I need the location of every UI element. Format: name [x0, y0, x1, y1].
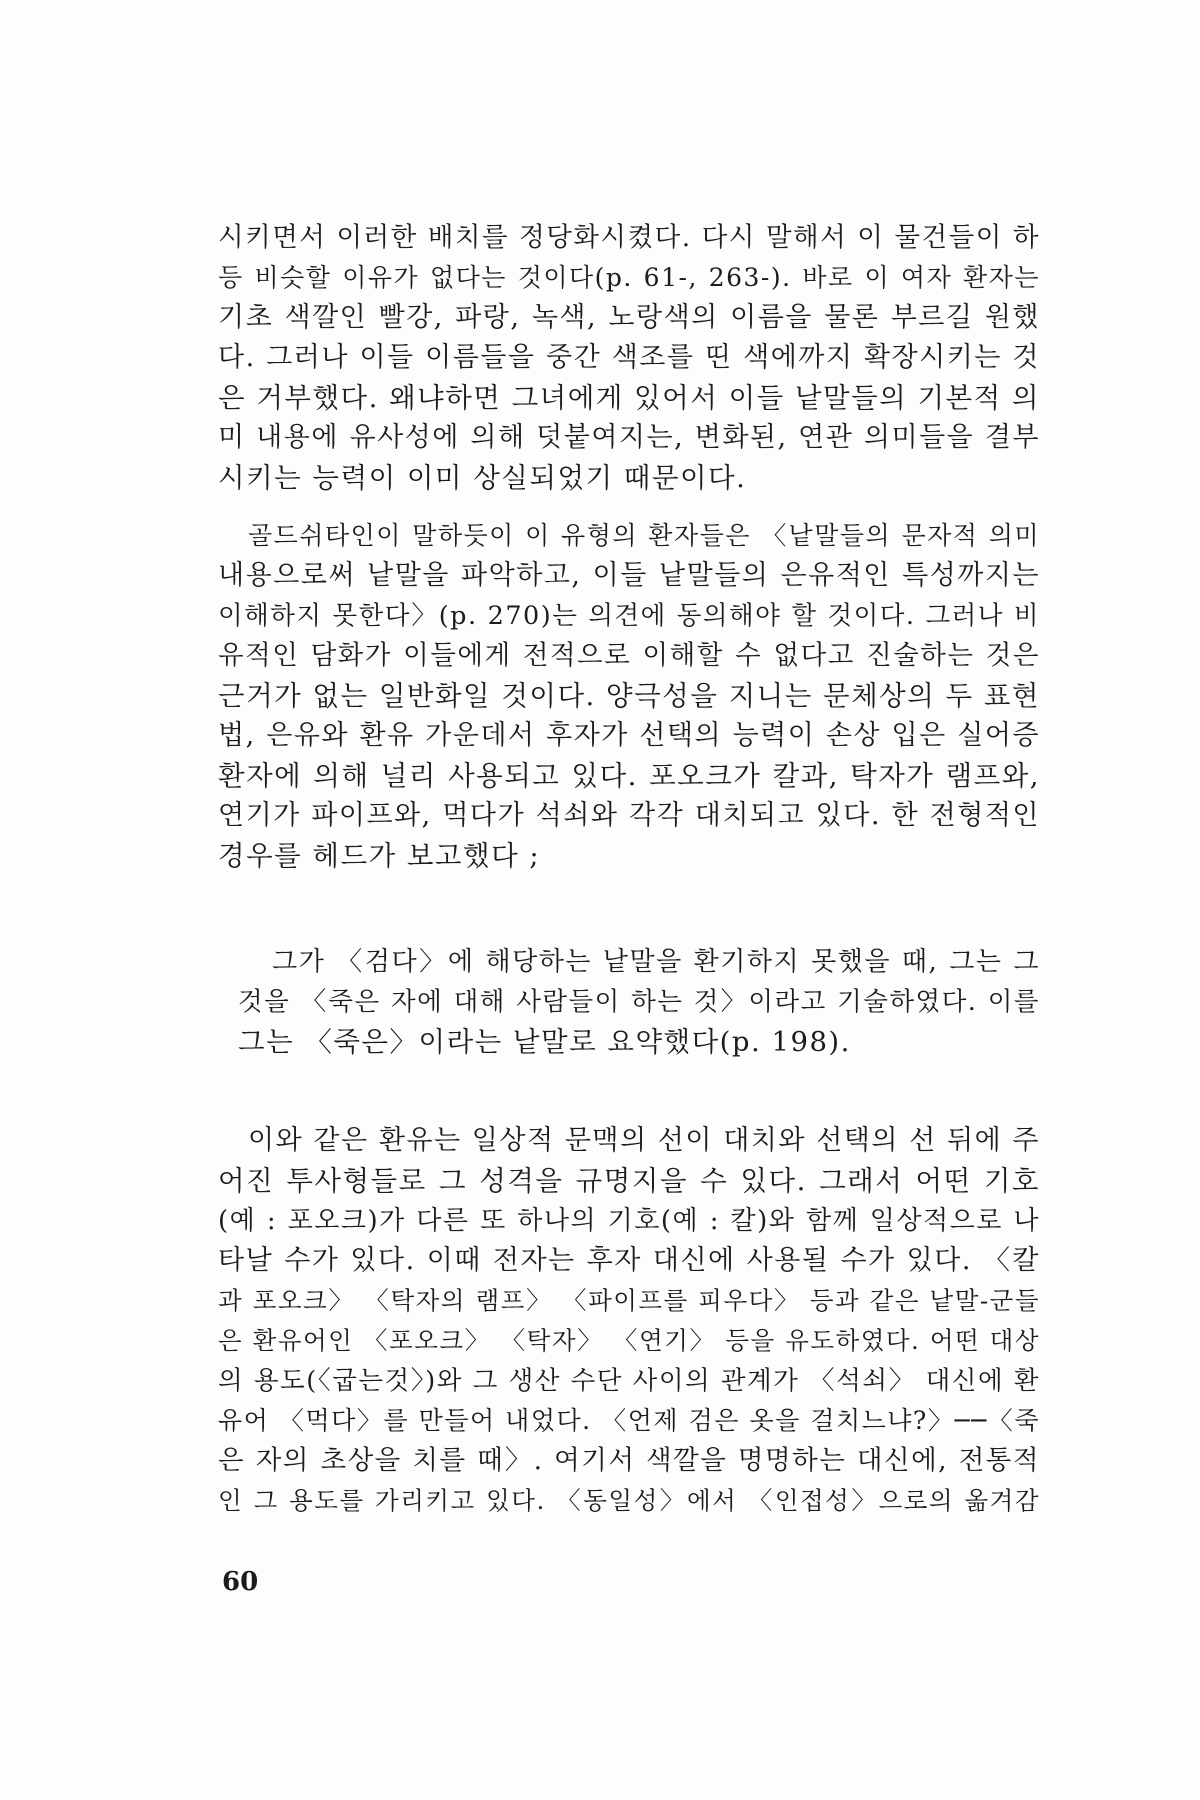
- text-line: 시키면서 이러한 배치를 정당화시켰다. 다시 말해서 이 물건들이 하: [218, 222, 1040, 253]
- text-line: 내용으로써 낱말을 파악하고, 이들 낱말들의 은유적인 특성까지는: [218, 560, 1040, 591]
- text-line: 유어 〈먹다〉를 만들어 내었다. 〈언제 검은 옷을 걸치느냐?〉──〈죽: [218, 1406, 1040, 1435]
- paragraph-2: [218, 516, 1040, 876]
- block-quote: [238, 942, 1040, 1062]
- text-line: 은 거부했다. 왜냐하면 그녀에게 있어서 이들 낱말들의 기본적 의: [218, 382, 1040, 414]
- text-line: 유적인 담화가 이들에게 전적으로 이해할 수 없다고 진술하는 것은: [218, 640, 1040, 671]
- paragraph-1: [218, 218, 1040, 498]
- text-line: 시키는 능력이 이미 상실되었기 때문이다.: [218, 462, 747, 494]
- quote-line: 그는 〈죽은〉이라는 낱말로 요약했다(p. 198).: [238, 1026, 851, 1058]
- text-line: 은 자의 초상을 치를 때〉. 여기서 색깔을 명명하는 대신에, 전통적: [218, 1445, 1040, 1476]
- text-line: 경우를 헤드가 보고했다 ;: [218, 840, 541, 872]
- page-number: 60: [222, 1567, 259, 1597]
- text-line: 이해하지 못한다〉(p. 270)는 의견에 동의해야 할 것이다. 그러나 비: [218, 601, 1040, 631]
- text-line: 미 내용에 유사성에 의해 덧붙여지는, 변화된, 연관 의미들을 결부: [218, 422, 1040, 453]
- text-line: 등 비슷할 이유가 없다는 것이다(p. 61-, 263-). 바로 이 여자 환자는: [218, 263, 1040, 292]
- quote-line: 그가 〈검다〉에 해당하는 낱말을 환기하지 못했을 때, 그는 그: [272, 947, 1040, 977]
- text-line: 다. 그러나 이들 이름들을 중간 색조를 띤 색에까지 확장시키는 것: [218, 342, 1040, 373]
- text-line: 법, 은유와 환유 가운데서 후자가 선택의 능력이 손상 입은 실어증: [218, 720, 1040, 751]
- text-line: 어진 투사형들로 그 성격을 규명지을 수 있다. 그래서 어떤 기호: [218, 1165, 1040, 1197]
- paragraph-3: [218, 1121, 1040, 1521]
- text-line: (예 : 포오크)가 다른 또 하나의 기호(예 : 칼)와 함께 일상적으로 나: [218, 1206, 1040, 1236]
- text-line: 이와 같은 환유는 일상적 문맥의 선이 대치와 선택의 선 뒤에 주: [248, 1125, 1040, 1156]
- text-line: 타날 수가 있다. 이때 전자는 후자 대신에 사용될 수가 있다. 〈칼: [218, 1245, 1040, 1276]
- text-line: 은 환유어인 〈포오크〉 〈탁자〉 〈연기〉 등을 유도하였다. 어떤 대상: [218, 1326, 1040, 1355]
- text-line: 골드쉬타인이 말하듯이 이 유형의 환자들은 〈낱말들의 문자적 의미: [248, 521, 1040, 550]
- text-line: 기초 색깔인 빨강, 파랑, 녹색, 노랑색의 이름을 물론 부르길 원했: [218, 302, 1040, 333]
- text-line: 인 그 용도를 가리키고 있다. 〈동일성〉에서 〈인접성〉으로의 옮겨감: [218, 1486, 1040, 1515]
- text-line: 과 포오크〉 〈탁자의 램프〉 〈파이프를 피우다〉 등과 같은 낱말-군들: [218, 1286, 1040, 1315]
- text-line: 의 용도(〈굽는것〉)와 그 생산 수단 사이의 관계가 〈석쇠〉 대신에 환: [218, 1366, 1040, 1396]
- quote-line: 것을 〈죽은 자에 대해 사람들이 하는 것〉이라고 기술하였다. 이를: [238, 987, 1040, 1017]
- text-line: 환자에 의해 널리 사용되고 있다. 포오크가 칼과, 탁자가 램프와,: [218, 760, 1040, 792]
- text-line: 근거가 없는 일반화일 것이다. 양극성을 지니는 문체상의 두 표현: [218, 680, 1040, 712]
- text-line: 연기가 파이프와, 먹다가 석쇠와 각각 대치되고 있다. 한 전형적인: [218, 800, 1040, 831]
